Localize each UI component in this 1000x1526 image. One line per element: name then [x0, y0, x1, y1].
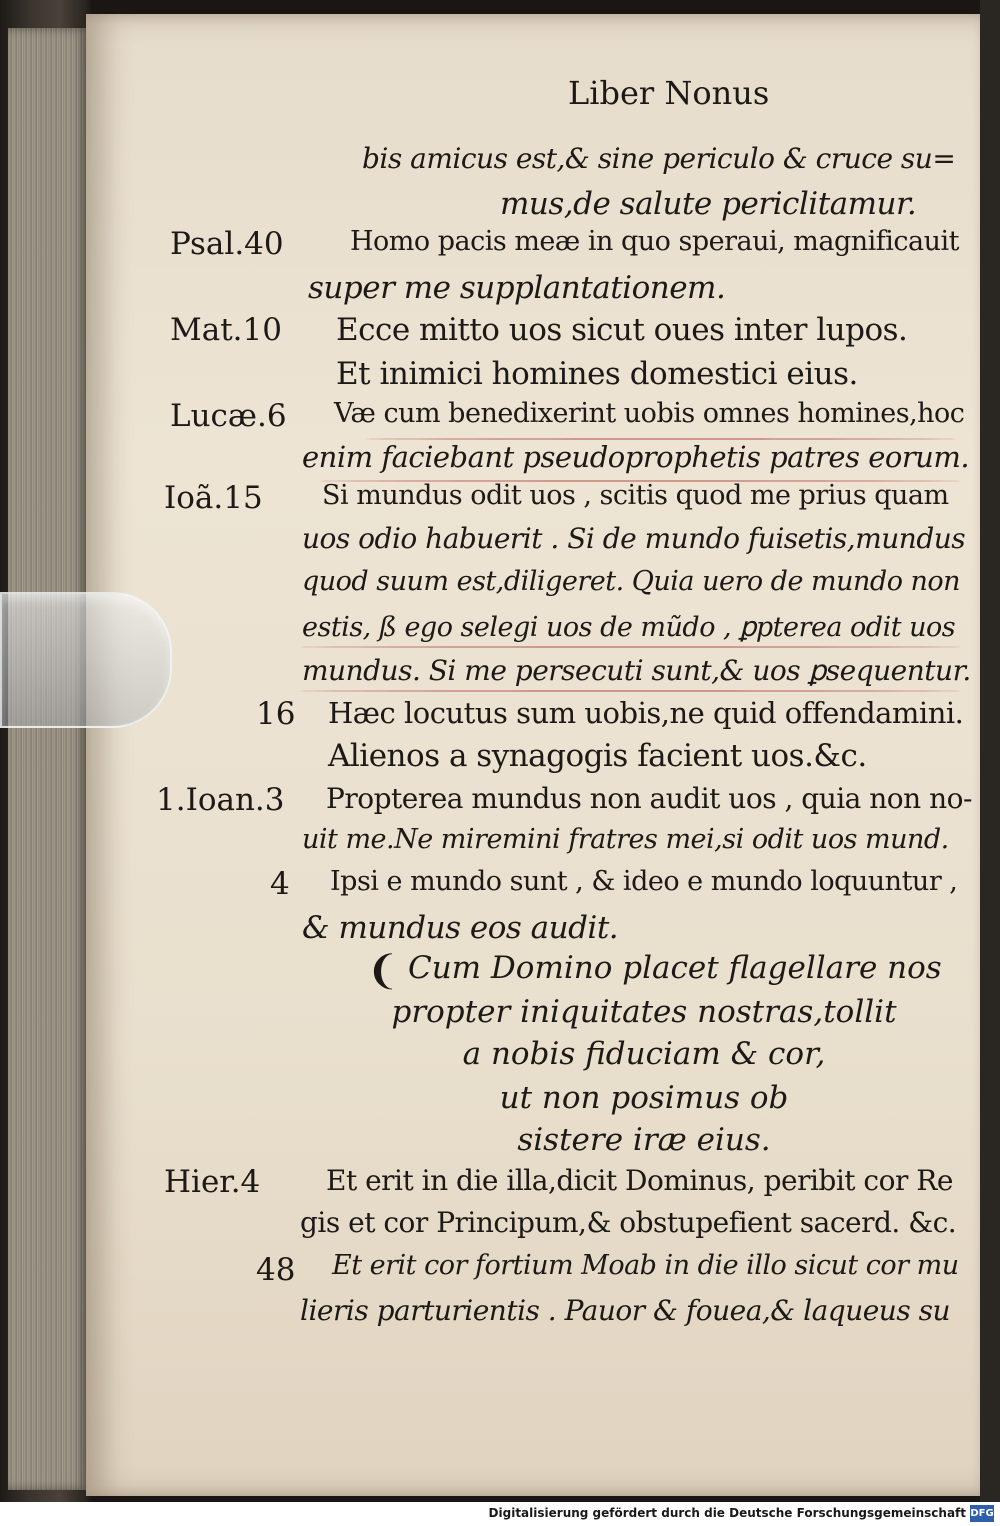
- text-line: Væ cum benedixerint uobis omnes homines,hoc: [334, 398, 965, 429]
- text-line: Ecce mitto uos sicut oues inter lupos.: [336, 312, 908, 348]
- text-line: uos odio habuerit . Si de mundo fuisetis,mundus: [302, 522, 966, 555]
- margin-ref-1ioan3: 1.Ioan.3: [156, 782, 285, 818]
- note-line: ut non posimus ob: [499, 1080, 789, 1116]
- text-line: mundus. Si me persecuti sunt,& uos ꝑsequentur.: [302, 654, 971, 687]
- text-line: Homo pacis meæ in quo speraui, magnificauit: [350, 226, 960, 257]
- book-page-edges: [8, 28, 88, 1490]
- note-line: Cum Domino placet flagellare nos: [408, 950, 942, 986]
- footer-credit: Digitalisierung gefördert durch die Deutsche Forschungsgemeinschaft: [488, 1506, 966, 1520]
- text-line: estis, ß ego selegi uos de mũdo , ꝑpterea odit uos: [302, 612, 956, 643]
- margin-ref-ioan15: Ioã.15: [164, 480, 263, 516]
- text-line: mus,de salute periclitamur.: [500, 186, 917, 222]
- text-line: enim faciebant pseudoprophetis patres eorum.: [302, 440, 970, 474]
- digitization-footer: [0, 1502, 1000, 1526]
- red-underline-mark: [300, 690, 960, 692]
- text-line: super me supplantationem.: [308, 270, 726, 306]
- text-line: quod suum est,diligeret. Quia uero de mundo non: [302, 566, 961, 597]
- red-underline-mark: [300, 646, 960, 648]
- text-line: & mundus eos audit.: [302, 910, 619, 946]
- note-line: propter iniquitates nostras,tollit: [391, 994, 897, 1030]
- running-head: Liber Nonus: [568, 74, 770, 112]
- text-line: Ipsi e mundo sunt , & ideo e mundo loquuntur ,: [330, 866, 958, 897]
- margin-ref-hier4: Hier.4: [164, 1164, 261, 1200]
- text-line: bis amicus est,& sine periculo & cruce su=: [362, 142, 956, 175]
- margin-ref-mat10: Mat.10: [170, 312, 282, 348]
- text-line: Si mundus odit uos , scitis quod me prius quam: [322, 480, 949, 511]
- text-line: Et inimici homines domestici eius.: [336, 356, 858, 392]
- page-clip: [0, 592, 172, 728]
- text-line: Et erit in die illa,dicit Dominus, peribit cor Re: [326, 1164, 953, 1197]
- scan-right-edge: [980, 0, 1000, 1502]
- margin-ref-48: 48: [256, 1252, 296, 1288]
- note-line: a nobis fiduciam & cor,: [462, 1036, 826, 1072]
- dfg-logo-icon: DFG: [970, 1505, 994, 1522]
- text-line: Et erit cor fortium Moab in die illo sicut cor mu: [332, 1250, 959, 1281]
- margin-ref-lucae6: Lucæ.6: [170, 398, 287, 434]
- text-line: gis et cor Principum,& obstupefient sacerd. &c.: [300, 1206, 957, 1239]
- text-line: Hæc locutus sum uobis,ne quid offendamini.: [328, 696, 964, 730]
- margin-ref-psal40: Psal.40: [170, 226, 284, 262]
- paragraph-mark: ❨: [366, 948, 400, 994]
- margin-ref-4: 4: [270, 866, 290, 902]
- note-line: sistere iræ eius.: [517, 1122, 771, 1158]
- text-line: Alienos a synagogis facient uos.&c.: [328, 738, 867, 774]
- text-line: uit me.Ne miremini fratres mei,si odit uos mund.: [302, 824, 949, 855]
- text-line: lieris parturientis . Pauor & fouea,& laqueus su: [300, 1294, 950, 1327]
- text-line: Propterea mundus non audit uos , quia non no-: [326, 782, 972, 815]
- margin-ref-16: 16: [256, 696, 296, 732]
